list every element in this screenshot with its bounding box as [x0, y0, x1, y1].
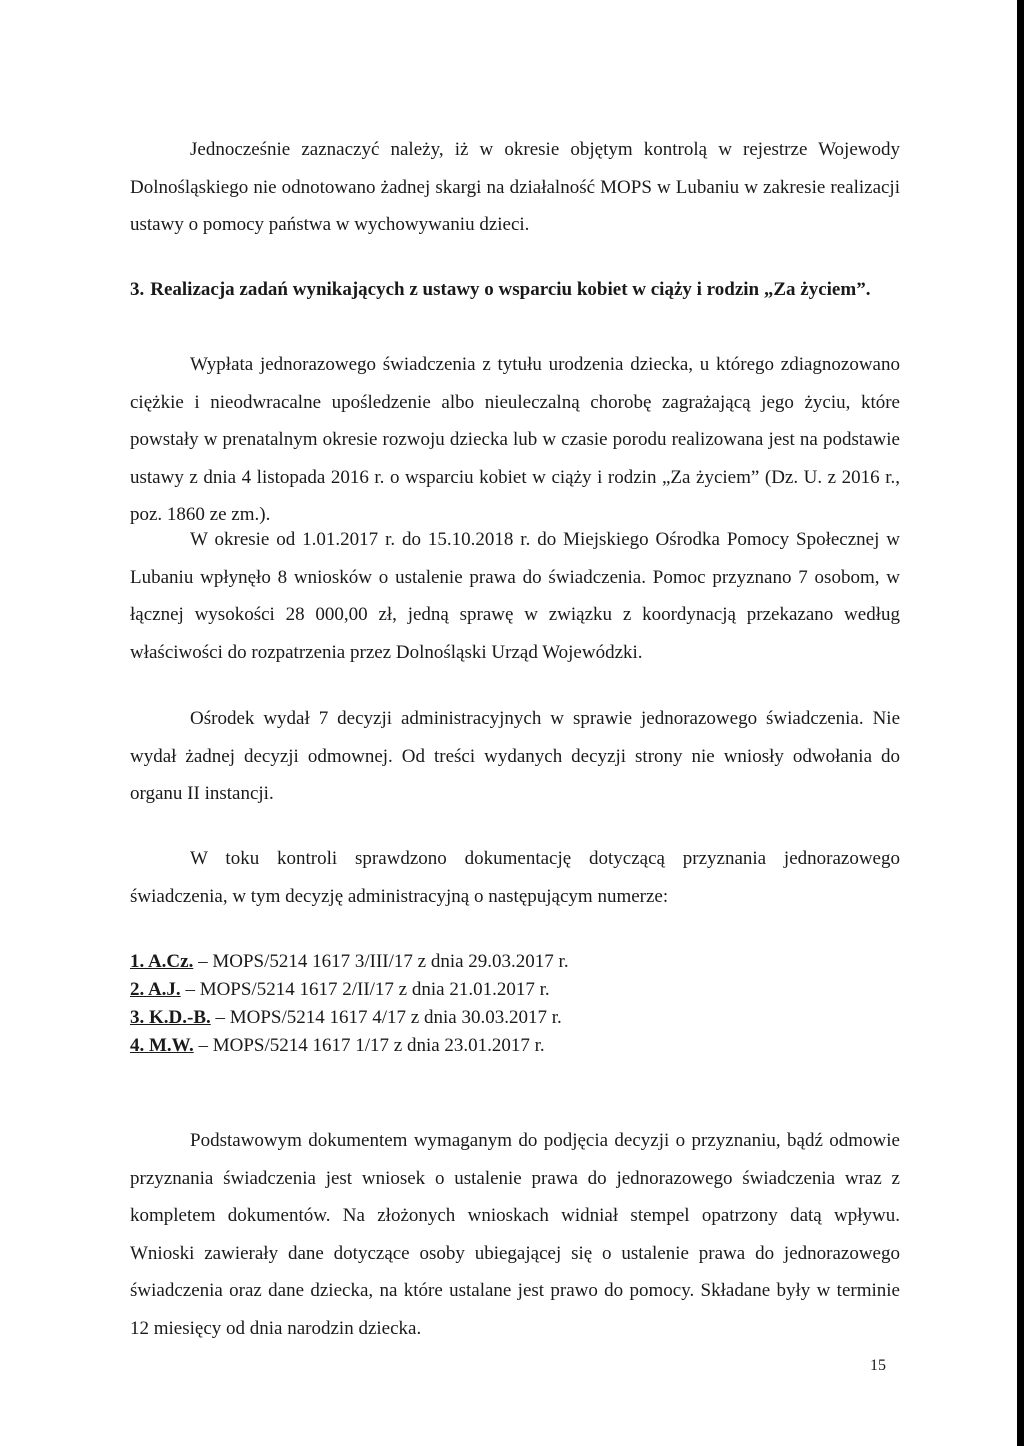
section-number: 3.: [130, 279, 145, 300]
decision-reference: – MOPS/5214 1617 4/17 z dnia 30.03.2017 r.: [210, 1007, 562, 1028]
decision-person: 3. K.D.-B.: [130, 1007, 211, 1028]
paragraph-inspection: W toku kontroli sprawdzono dokumentację dotyczącą przyznania jednorazowego świadczenia, w tym decyzję administracyjną o następującym numerze:: [130, 848, 900, 907]
decision-list: [130, 948, 900, 1060]
paragraph-decisions: Ośrodek wydał 7 decyzji administracyjnych w sprawie jednorazowego świadczenia. Nie wydał żadnej decyzji odmownej. Od treści wydanych decyzji strony nie wniosły odwołania do organu II instancji.: [130, 708, 900, 804]
paragraph-complaints: Jednocześnie zaznaczyć należy, iż w okresie objętym kontrolą w rejestrze Wojewody Dolnośląskiego nie odnotowano żadnej skargi na działalność MOPS w Lubaniu w zakresie realizacji ustawy o pomocy państwa w wychowywaniu dzieci.: [130, 139, 900, 235]
section-heading: [130, 271, 900, 309]
decision-reference: – MOPS/5214 1617 1/17 z dnia 23.01.2017 r.: [193, 1035, 545, 1056]
page-number: 15: [870, 1357, 886, 1374]
paragraph-benefit-basis: Wypłata jednorazowego świadczenia z tytułu urodzenia dziecka, u którego zdiagnozowano ciężkie i nieodwracalne upośledzenie albo nieuleczalną chorobę zagrażającą jego życiu, które powstały w prenatalnym okresie rozwoju dziecka lub w czasie porodu realizowana jest na podstawie ustawy z dnia 4 listopada 2016 r. o wsparciu kobiet w ciąży i rodzin „Za życiem” (Dz. U. z 2016 r., poz. 1860 ze zm.).: [130, 354, 900, 525]
paragraph-applications: W okresie od 1.01.2017 r. do 15.10.2018 r. do Miejskiego Ośrodka Pomocy Społecznej w Lubaniu wpłynęło 8 wniosków o ustalenie prawa do świadczenia. Pomoc przyznano 7 osobom, w łącznej wysokości 28 000,00 zł, jedną sprawę w związku z koordynacją przekazano według właściwości do rozpatrzenia przez Dolnośląski Urząd Wojewódzki.: [130, 529, 900, 663]
decision-reference: – MOPS/5214 1617 2/II/17 z dnia 21.01.2017 r.: [180, 979, 550, 1000]
decision-reference: – MOPS/5214 1617 3/III/17 z dnia 29.03.2017 r.: [193, 951, 569, 972]
decision-person: 4. M.W.: [130, 1035, 194, 1056]
decision-person: 2. A.J.: [130, 979, 181, 1000]
list-item: [130, 1032, 900, 1060]
scan-edge-border: [1017, 0, 1024, 1446]
list-item: [130, 1004, 900, 1032]
list-item: [130, 976, 900, 1004]
list-item: [130, 948, 900, 976]
decision-person: 1. A.Cz.: [130, 951, 194, 972]
section-title: Realizacja zadań wynikających z ustawy o wsparciu kobiet w ciąży i rodzin „Za życiem”.: [150, 279, 871, 300]
paragraph-documents: Podstawowym dokumentem wymaganym do podjęcia decyzji o przyznaniu, bądź odmowie przyznania świadczenia jest wniosek o ustalenie prawa do jednorazowego świadczenia wraz z kompletem dokumentów. Na złożonych wnioskach widniał stempel opatrzony datą wpływu. Wnioski zawierały dane dotyczące osoby ubiegającej się o ustalenie prawa do jednorazowego świadczenia oraz dane dziecka, na które ustalane jest prawo do pomocy. Składane były w terminie 12 miesięcy od dnia narodzin dziecka.: [130, 1130, 900, 1339]
